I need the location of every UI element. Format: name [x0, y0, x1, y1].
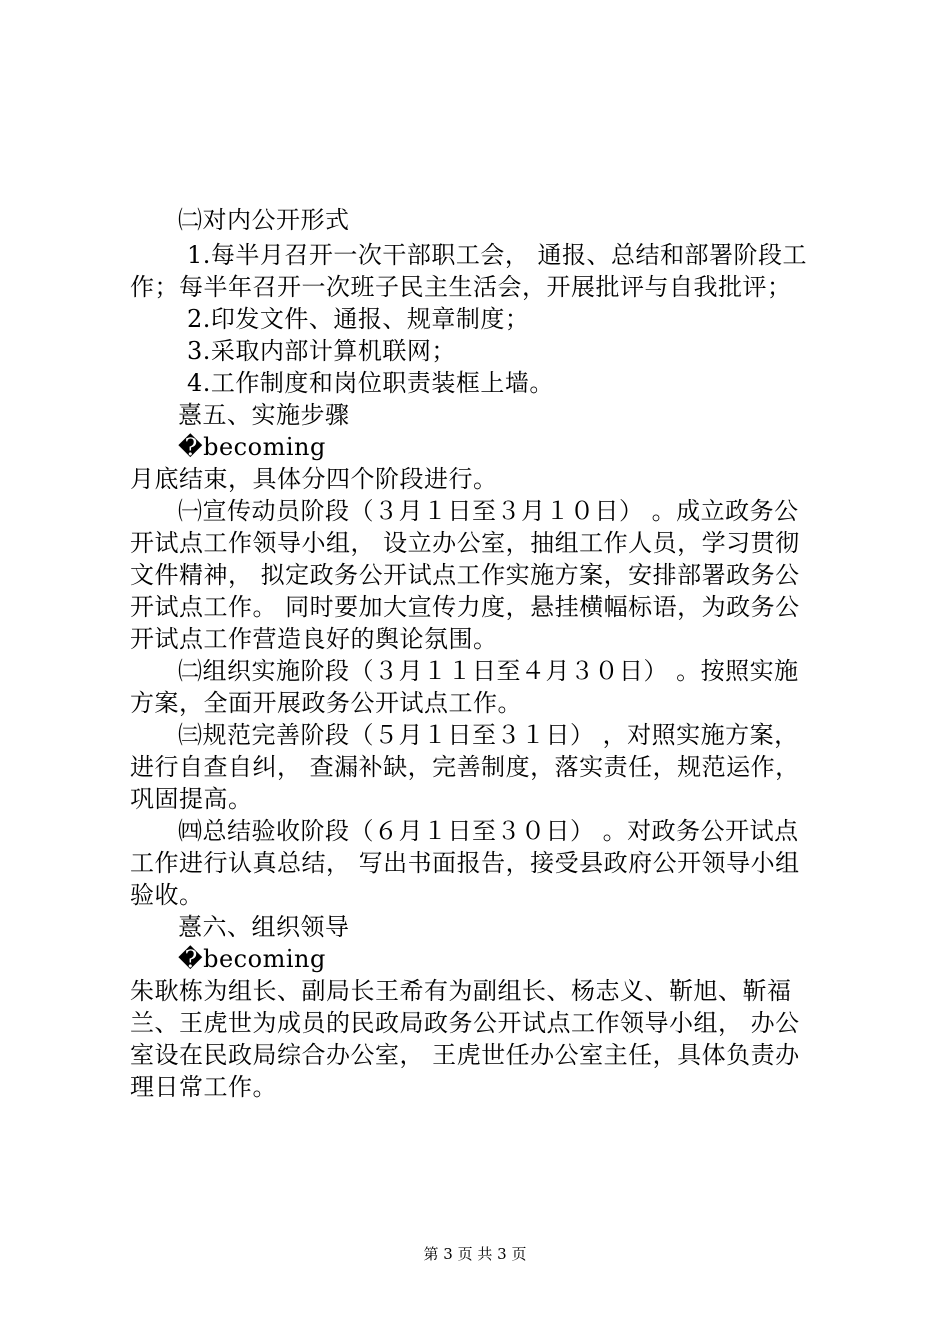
body-line: 2.印发文件、通报、规章制度；: [187, 305, 530, 333]
body-line: ㈢规范完善阶段（５月１日至３１日） ，对照实施方案，: [178, 721, 799, 749]
body-line: �becoming: [178, 945, 326, 973]
body-line: 室设在民政局综合办公室， 王虎世任办公室主任，具体负责办: [130, 1041, 800, 1069]
heading-organization-leadership: 憙六、组织领导: [178, 913, 350, 941]
body-line: 验收。: [130, 881, 204, 909]
body-line: 理日常工作。: [130, 1073, 277, 1101]
body-line: 4.工作制度和岗位职责装框上墙。: [187, 369, 554, 397]
body-line: 开试点工作。 同时要加大宣传力度，悬挂横幅标语，为政务公: [130, 593, 800, 621]
heading-internal-disclosure-forms: ㈡对内公开形式: [178, 206, 350, 234]
heading-implementation-steps: 憙五、实施步骤: [178, 401, 350, 429]
body-line: 朱耿栋为组长、副局长王希有为副组长、杨志义、靳旭、靳福: [130, 977, 792, 1005]
body-line: �becoming: [178, 433, 326, 461]
body-line: 巩固提高。: [130, 785, 253, 813]
body-line: 月底结束，具体分四个阶段进行。: [130, 465, 498, 493]
body-line: 1.每半月召开一次干部职工会， 通报、总结和部署阶段工: [187, 241, 808, 269]
body-line: 开试点工作营造良好的舆论氛围。: [130, 625, 498, 653]
body-line: 作；每半年召开一次班子民主生活会，开展批评与自我批评；: [130, 273, 792, 301]
body-line: 开试点工作领导小组， 设立办公室，抽组工作人员，学习贯彻: [130, 529, 800, 557]
body-line: ㈣总结验收阶段（６月１日至３０日） 。对政务公开试点: [178, 817, 799, 845]
body-line: 文件精神， 拟定政务公开试点工作实施方案，安排部署政务公: [130, 561, 800, 589]
body-line: ㈡组织实施阶段（３月１１日至４月３０日） 。按照实施: [178, 657, 799, 685]
body-line: 工作进行认真总结， 写出书面报告，接受县政府公开领导小组: [130, 849, 800, 877]
body-line: 兰、王虎世为成员的民政局政务公开试点工作领导小组， 办公: [130, 1009, 800, 1037]
body-line: 3.采取内部计算机联网；: [187, 337, 456, 365]
body-line: 方案，全面开展政务公开试点工作。: [130, 689, 522, 717]
body-line: ㈠宣传动员阶段（３月１日至３月１０日） 。成立政务公: [178, 497, 799, 525]
page-number-footer: 第 3 页 共 3 页: [423, 1245, 527, 1263]
body-line: 进行自查自纠， 查漏补缺，完善制度，落实责任，规范运作，: [130, 753, 800, 781]
